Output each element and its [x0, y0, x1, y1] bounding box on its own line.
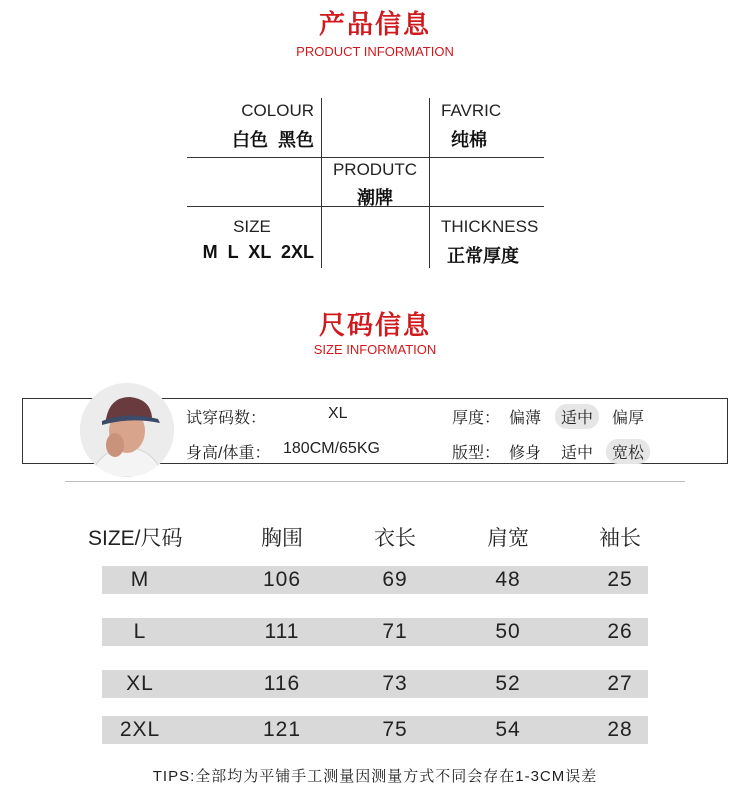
fit-scale-label: 版型： [452, 445, 501, 462]
body-value: 180CM/65KG [283, 440, 380, 457]
fit-option-loose-selected: 宽松 [606, 439, 650, 464]
cell-length: 73 [382, 672, 408, 695]
body-label: 身高/体重： [186, 445, 271, 462]
model-portrait-icon [80, 383, 174, 477]
size-value: M L XL 2XL [202, 242, 314, 262]
header-length: 衣长 [374, 527, 416, 550]
thickness-option-medium-selected: 适中 [555, 404, 599, 429]
product-info-subtitle: PRODUCT INFORMATION [296, 44, 454, 59]
cell-length: 71 [382, 620, 408, 643]
size-info-title: 尺码信息 [318, 310, 431, 340]
thickness-option-thin: 偏薄 [509, 410, 542, 427]
section-divider [65, 481, 685, 482]
fabric-value: 纯棉 [451, 130, 487, 150]
cell-size: XL [126, 672, 154, 695]
size-info-subtitle: SIZE INFORMATION [313, 342, 437, 357]
cell-shoulder: 50 [495, 620, 521, 643]
cell-length: 69 [382, 568, 408, 591]
model-avatar [80, 383, 174, 477]
cell-shoulder: 52 [495, 672, 521, 695]
cell-chest: 121 [262, 718, 302, 741]
product-label: PRODUTC [332, 160, 418, 179]
header-size: SIZE/尺码 [88, 527, 183, 550]
fabric-label: FAVRIC [441, 101, 502, 120]
cell-chest: 111 [264, 620, 300, 643]
cell-length: 75 [382, 718, 408, 741]
cell-size: L [133, 620, 147, 643]
grid-vline-left [321, 98, 322, 268]
cell-shoulder: 54 [495, 718, 521, 741]
cell-size: M [130, 568, 150, 591]
cell-chest: 116 [263, 672, 301, 695]
cell-sleeve: 28 [607, 718, 633, 741]
try-size-value: XL [328, 405, 348, 422]
cell-shoulder: 48 [495, 568, 521, 591]
product-value: 潮牌 [357, 188, 393, 208]
grid-hline-top [187, 157, 544, 158]
cell-sleeve: 27 [607, 672, 633, 695]
colour-value: 白色 黑色 [231, 130, 314, 150]
fit-option-slim: 修身 [509, 445, 542, 462]
size-label: SIZE [233, 217, 271, 236]
cell-sleeve: 25 [607, 568, 633, 591]
fit-option-regular: 适中 [561, 445, 594, 462]
thickness-scale-label: 厚度： [452, 410, 501, 427]
measurement-tips: TIPS:全部均为平铺手工测量因测量方式不同会存在1-3CM误差 [152, 768, 598, 785]
cell-sleeve: 26 [607, 620, 633, 643]
grid-vline-right [429, 98, 430, 268]
try-size-label: 试穿码数： [186, 410, 267, 427]
cell-size: 2XL [119, 718, 161, 741]
header-shoulder: 肩宽 [487, 527, 529, 550]
header-sleeve: 袖长 [599, 527, 641, 550]
header-chest: 胸围 [261, 527, 303, 550]
product-info-title: 产品信息 [318, 9, 431, 39]
cell-chest: 106 [262, 568, 302, 591]
thickness-option-thick: 偏厚 [612, 410, 645, 427]
thickness-value: 正常厚度 [447, 246, 519, 266]
thickness-label: THICKNESS [441, 217, 539, 236]
colour-label: COLOUR [241, 101, 314, 120]
